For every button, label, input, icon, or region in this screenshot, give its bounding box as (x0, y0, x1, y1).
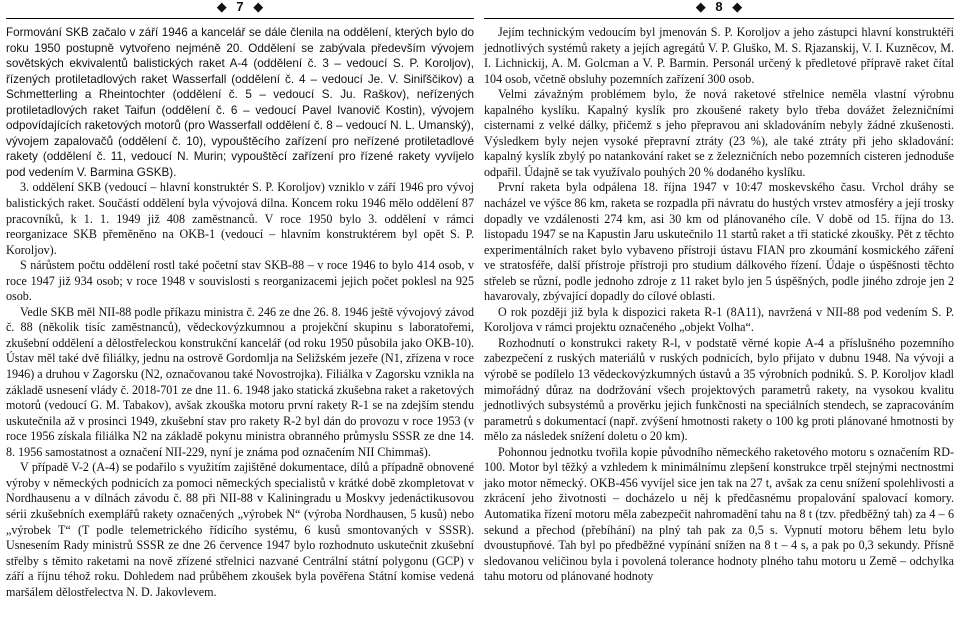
paragraph: Jejím technickým vedoucím byl jmenován S. P. Koroljov a jeho zástupci hlavní konstruktéři jednotlivých systémů rakety a jejích agregátů V. P. Gluško, M. S. Rjazanskij, V. I. Kuzněcov, M. I. Lichnickij, A. M. Golcman a V. P. Barmin. Personál určený k předletové přípravě raket čítal 104 osob, včetně obsluhy pozemních zařízení 300 osob. (484, 25, 954, 86)
diamond-icon: ◆ (695, 0, 706, 14)
paragraph: První raketa byla odpálena 18. října 1947 v 10:47 moskevského času. Vrchol dráhy se nacházel ve výšce 86 km, raketa se rozpadla při návratu do hustých vrstev atmosféry a její trosky dopadly ve vzdálenosti 274 km, asi 30 km od plánovaného cíle. V době od 15. října do 13. listopadu 1947 se na Kapustin Jaru uskutečnilo 11 startů raket a tři statické zkoušky. Pět z těchto experimentálních raket bylo vybaveno přístroji ústavu FIAN pro zkoumání kosmického záření ve stratosféře, další přístroje přístroji pro studium dálkového řízení. Údaje o úspěšnosti těchto střeleb se různí, podle jednoho zdroje z 11 raket bylo jen 5 úspěšných, podle jiného zdroje jen 2 havarovaly, zbývající dopadly do cílové oblasti. (484, 180, 954, 304)
header-rule (6, 18, 474, 19)
diamond-icon: ◆ (732, 0, 743, 14)
diamond-icon: ◆ (216, 0, 227, 14)
left-column-text (6, 25, 474, 600)
page-number-left (6, 0, 474, 14)
paragraph: O rok později již byla k dispozici raketa R-1 (8A11), navržená v NII-88 pod vedením S. P. Koroljova v rámci projektu označeného „objekt Volha“. (484, 304, 954, 335)
paragraph: Vedle SKB měl NII-88 podle příkazu ministra č. 246 ze dne 26. 8. 1946 ještě vývojový závod č. 88 (několik tisíc zaměstnanců), vědeckovýzkumnou a projekční skupinu s laboratořemi, zkušební oddělení a dělostřeleckou konstrukční kancelář (od roku 1950 působila jako OKB-10). Ústav měl také dvě filiálky, jednu na ostrově Gordomlja na Seližském jezeře (N1, zřízena v roce 1946) a druhou v Zagorsku (N2, označovanou také Novostrojka). Filiálka v Zagorsku vznikla na základě usnesení vlády č. 2018-701 ze dne 11. 6. 1948 jako statická zkušebna raket a raketových motorů (vedoucí G. M. Tabakov), avšak zkouška motoru první rakety R-1 se na zdejším stendu uskutečnila až v prosinci 1949, zkušební stav pro rakety R-2 byl dán do provozu v roce 1953 (v roce 1956 získala filiálka N2 na základě pokynu ministra obranného průmyslu SSSR ze dne 14. 8. 1956 samostatnost a označení NII-229, nyní je známa pod označením NII Chimmaš). (6, 304, 474, 459)
paragraph: S nárůstem počtu oddělení rostl také početní stav SKB-88 – v roce 1946 to bylo 414 osob, v roce 1947 již 934 osob; v roce 1948 v souvislosti s reorganizacemi jejich počet poklesl na 925 osob. (6, 258, 474, 304)
page-number-right (484, 0, 954, 14)
header-rule (484, 18, 954, 19)
sans-paragraph: Formování SKB začalo v září 1946 a kancelář se dále členila na oddělení, kterých bylo do roku 1950 postupně vytvořeno nejméně 20. Oddělení se zabývala především vývojem sovětských ekvivalentů balistických raket A-4 (oddělení č. 3 – vedoucí S. P. Koroljov), řízených protiletadlových raket Wasserfall (oddělení č. 4 – vedoucí Je. V. Siniľščikov) a Schmetterling a Rheintochter (oddělení č. 5 – vedoucí S. Ju. Raškov), neřízených protiletadlových raket Taifun (oddělení č. 6 – vedoucí Pavel Ivanovič Kostin), vývojem odpovídajících raketových motorů (pro Wasserfall oddělení č. 8 – vedoucí N. L. Umanský), vývojem zapalovačů (oddělení č. 10), vypouštěcího zařízení pro neřízené protiletadlové rakety (oddělení č. 11, vedoucí N. Murin; vypouštěcí zařízení pro řízené rakety vyvíjelo pod vedením V. Barmina GSKB). (6, 26, 474, 179)
right-page (480, 0, 960, 628)
paragraph: Rozhodnutí o konstrukci rakety R-l, v podstatě věrné kopie A-4 a příslušného pozemního zabezpečení z ruských materiálů v ruských podnicích, bylo přijato v dubnu 1948. Na vývoji a výrobě se podílelo 13 vědeckovýzkumných ústavů a 35 výrobních podniků. S. P. Koroljov kladl mimořádný důraz na dodržování všech projektových parametrů rakety, na vysokou kvalitu jednotlivých subsystémů a prověrku jejich funkčnosti na speciálních stendech, se zapracováním parametrů s dokumentací (např. zvýšení hmotnosti rakety o 100 kg proti plánované hmotnosti by mělo za následek snížení doletu o 20 km). (484, 335, 954, 444)
right-column-text (484, 25, 954, 585)
diamond-icon: ◆ (253, 0, 264, 14)
paragraph: Velmi závažným problémem bylo, že nová raketové střelnice neměla vlastní výrobnu kapalného kyslíku. Kapalný kyslík pro zkoušené rakety bylo třeba dovážet železničními cisternami z velké dálky, přičemž s jeho přepravou ani skladováním nebyly žádné zkušenosti. Výsledkem byly nejen vysoké přepravní ztráty (23 %), ale také ztráty při jeho skladování: kapalný kyslík zbylý po natankování raket se z železničních nebo pozemních cisteren jednoduše odpařil. Údajně se tak využívalo pouhých 20 % dodaného kyslíku. (484, 87, 954, 179)
page-number-value: 8 (715, 0, 723, 14)
page-number-value: 7 (236, 0, 244, 14)
paragraph: V případě V-2 (A-4) se podařilo s využitím zajištěné dokumentace, dílů a případně obnovené výroby v německých podnicích za pomoci německých specialistů v krátké době zkompletovat v Nordhausenu a v dílnách závodu č. 88 při NII-88 v Kaliningradu u Moskvy jedenáctikusovou sérii zkušebních exemplářů rakety označených „výrobek N“ (výroba Nordhausen, 5 kusů) nebo „výrobek T“ (T podle telemetrického řídicího systému, 6 kusů smontovaných v SSSR). Usnesením Rady ministrů SSSR ze dne 26 července 1947 bylo rozhodnuto uskutečnit zkušební střelby s těmito raketami na nově zřízené střelnici nazvané Centrální státní polygonu (GCP) v září a říjnu téhož roku. Dohledem nad průběhem zkoušek byla pověřena Státní komise vedená maršálem dělostřelectva N. D. Jakovlevem. (6, 460, 474, 599)
paragraph: Pohonnou jednotku tvořila kopie původního německého raketového motoru s označením RD-100. Motor byl těžký a vzhledem k minimálnímu zlepšení konstrukce trpěl stejnými nectnostmi jako motor německý. OKB-456 vyvíjel sice jen tak na 27 t, avšak za cenu snížení spolehlivosti a zkrácení jeho životnosti – docházelo u něj k předčasnému propalování spalovací komory. Automatika řízení motoru měla zabezpečit nahromadění tahu na 8 t (tzv. předběžný tah) za 4 – 6 sekund a přechod (přebíhání) na plný tah pak za 0,5 s. Vypnutí motoru během letu bylo dvoustupňové. Tah byl po předběžné vypínání snížen na 8 t – 4 s, a pak po 0,3 sekundy. Přísně sledovanou veličinou byla i povolená tolerance hodnoty plného tahu motoru u Země – odchylka tahu motoru od plánované hodnoty (484, 444, 954, 584)
paragraph: 3. oddělení SKB (vedoucí – hlavní konstruktér S. P. Koroljov) vzniklo v září 1946 pro vývoj balistických raket. Součástí oddělení byla vývojová dílna. Koncem roku 1946 mělo oddělení 87 pracovníků, k 1. 1. 1949 již 408 zaměstnanců. V roce 1950 bylo 3. oddělení v rámci reorganizace SKB přeměněno na OKB-1 (vedoucí – hlavním konstruktérem byl opět S. P. Koroljov). (6, 180, 474, 257)
